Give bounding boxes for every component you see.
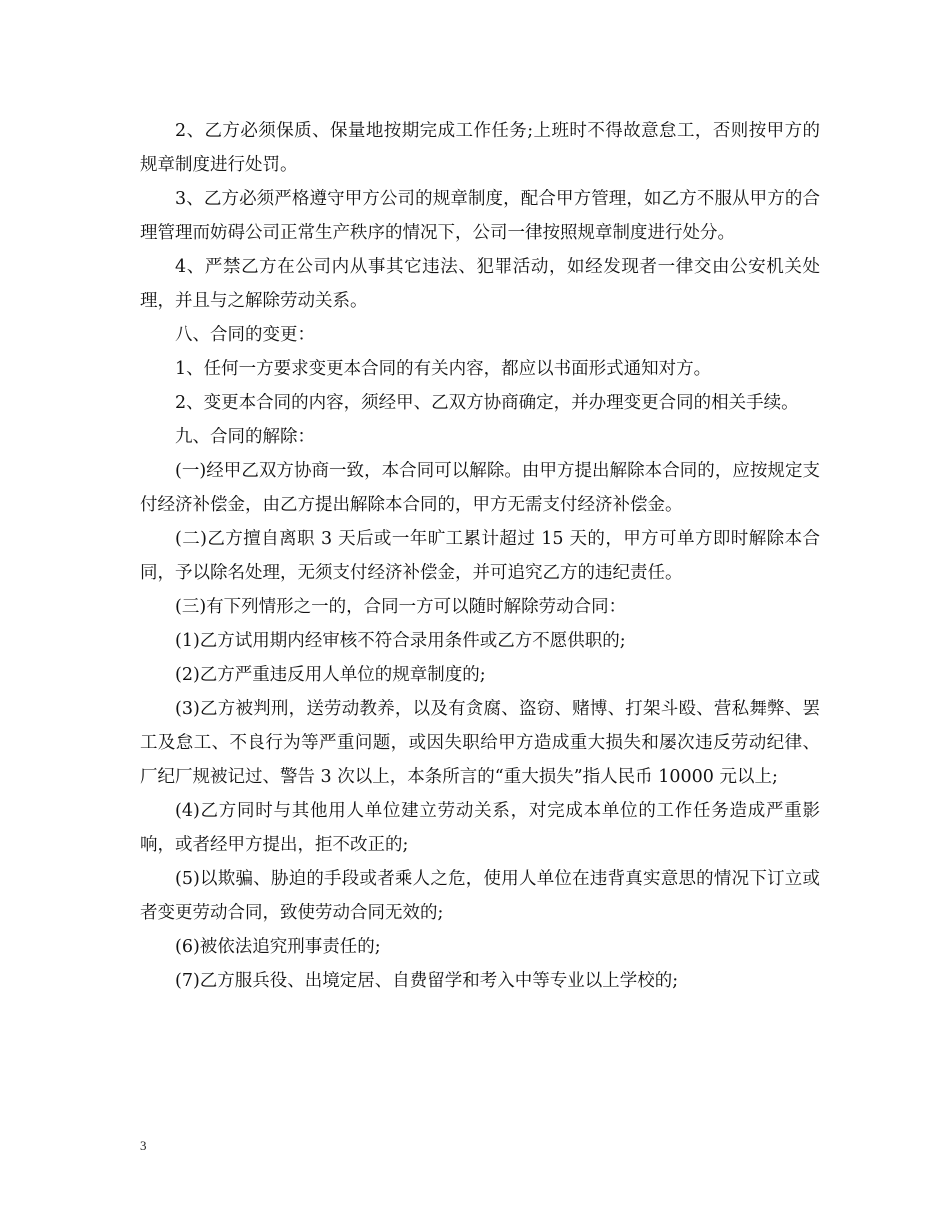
- document-body: [140, 114, 820, 998]
- list-item: (3)乙方被判刑，送劳动教养，以及有贪腐、盗窃、赌博、打架斗殴、营私舞弊、罢工及怠工、不良行为等严重问题，或因失职给甲方造成重大损失和屡次违反劳动纪律、厂纪厂规被记过、警告 3 次以上，本条所言的“重大损失”指人民币 10000 元以上;: [140, 699, 820, 787]
- paragraph: (三)有下列情形之一的，合同一方可以随时解除劳动合同：: [175, 597, 627, 617]
- list-item: (1)乙方试用期内经审核不符合录用条件或乙方不愿供职的;: [175, 631, 626, 651]
- paragraph: (二)乙方擅自离职 3 天后或一年旷工累计超过 15 天的，甲方可单方即时解除本合同，予以除名处理，无须支付经济补偿金，并可追究乙方的违纪责任。: [140, 529, 820, 583]
- list-item: (4)乙方同时与其他用人单位建立劳动关系，对完成本单位的工作任务造成严重影响，或者经甲方提出，拒不改正的;: [140, 801, 820, 855]
- list-item: (2)乙方严重违反用人单位的规章制度的;: [175, 665, 486, 685]
- page-number: 3: [140, 1138, 147, 1153]
- list-item: (5)以欺骗、胁迫的手段或者乘人之危，使用人单位在违背真实意思的情况下订立或者变更劳动合同，致使劳动合同无效的;: [140, 869, 820, 923]
- paragraph: 1、任何一方要求变更本合同的有关内容，都应以书面形式通知对方。: [175, 359, 712, 379]
- list-item: (7)乙方服兵役、出境定居、自费留学和考入中等专业以上学校的;: [175, 971, 679, 991]
- section-heading: 八、合同的变更：: [175, 325, 315, 345]
- paragraph: 3、乙方必须严格遵守甲方公司的规章制度，配合甲方管理，如乙方不服从甲方的合理管理而妨碍公司正常生产秩序的情况下，公司一律按照规章制度进行处分。: [140, 189, 820, 243]
- paragraph: (一)经甲乙双方协商一致，本合同可以解除。由甲方提出解除本合同的，应按规定支付经济补偿金，由乙方提出解除本合同的，甲方无需支付经济补偿金。: [140, 461, 820, 515]
- paragraph: 2、乙方必须保质、保量地按期完成工作任务;上班时不得故意怠工，否则按甲方的规章制度进行处罚。: [140, 121, 820, 175]
- section-heading: 九、合同的解除：: [175, 427, 315, 447]
- paragraph: 2、变更本合同的内容，须经甲、乙双方协商确定，并办理变更合同的相关手续。: [175, 393, 799, 413]
- paragraph: 4、严禁乙方在公司内从事其它违法、犯罪活动，如经发现者一律交由公安机关处理，并且与之解除劳动关系。: [140, 257, 820, 311]
- list-item: (6)被依法追究刑事责任的;: [175, 937, 381, 957]
